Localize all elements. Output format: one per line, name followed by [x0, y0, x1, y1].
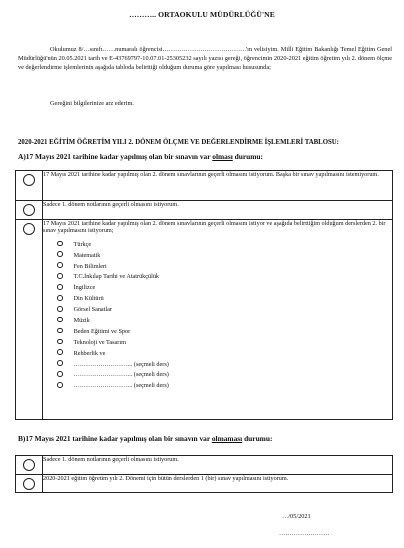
subject-label: Beden Eğitimi ve Spor — [73, 327, 131, 335]
subject-item — [57, 294, 392, 305]
option-text: 17 Mayıs 2021 tarihine kadar yapılmış olan 2. dönem sınavlarının geçerli olmasını istiyor ve aşağıda belirttiğim olduğum derslerden 2. bir sınav yapılmasını istiyorum; — [43, 219, 386, 235]
bullet-circle-icon — [57, 251, 63, 257]
subject-label: T.C.İnkılap Tarihi ve Atatrükçülük — [73, 273, 160, 281]
subject-list — [43, 240, 392, 392]
subject-item — [57, 240, 392, 251]
radio-button[interactable] — [23, 223, 35, 235]
option-radio-cell[interactable] — [16, 474, 43, 493]
subject-item — [57, 381, 392, 392]
request-line: Gereğini bilgilerinize arz ederim. — [50, 100, 134, 107]
date-line: …/05/2021 — [282, 513, 311, 520]
bullet-circle-icon — [57, 241, 63, 247]
bullet-circle-icon — [57, 295, 63, 301]
subject-item — [57, 349, 392, 360]
option-text: 2020-2021 eğitim öğretim yılı 2. Dönemi için bütün derslerden 1 (bir) sınav yapılmasını istiyorum. — [43, 474, 393, 493]
part-a-options-table — [15, 170, 393, 420]
subject-label: Fen Bilimleri — [73, 262, 107, 270]
subject-item — [57, 262, 392, 273]
bullet-circle-icon — [57, 360, 63, 366]
option-text: Sadece 1. dönem notlarının geçerli olmasını istiyorum. — [43, 456, 393, 475]
part-b-heading: B)17 Mayıs 2021 tarihine kadar yapılmış olan bir sınavın var olmaması durumu: — [18, 434, 273, 443]
subject-item — [57, 327, 392, 338]
subject-label: İngilizce — [73, 284, 96, 292]
option-row — [16, 456, 393, 475]
option-text-with-subjects — [43, 219, 393, 419]
subject-label: Din Kültürü — [73, 295, 104, 303]
bullet-circle-icon — [57, 382, 63, 388]
subject-item — [57, 251, 392, 262]
subject-item — [57, 272, 392, 283]
part-b-options-table — [15, 455, 393, 493]
bullet-circle-icon — [57, 371, 63, 377]
document-title: ……….. ORTAOKULU MÜDÜRLÜĞÜ'NE — [129, 10, 275, 19]
signature-line: …………………… — [279, 530, 330, 537]
subject-label: Matematik — [73, 251, 101, 259]
subject-label: ……………………….. (seçmeli ders) — [73, 371, 169, 379]
subject-item — [57, 305, 392, 316]
subject-label: ……………………….. (seçmeli ders) — [73, 382, 169, 390]
subject-label: Müzik — [73, 317, 90, 325]
bullet-circle-icon — [57, 284, 63, 290]
option-radio-cell[interactable] — [16, 219, 43, 419]
bullet-circle-icon — [57, 262, 63, 268]
subject-label: Görsel Sanatlar — [73, 306, 112, 314]
subject-item — [57, 283, 392, 294]
option-row — [16, 219, 393, 419]
subject-item — [57, 338, 392, 349]
bullet-circle-icon — [57, 339, 63, 345]
subject-label: ……………………….. (seçmeli ders) — [73, 360, 169, 368]
subject-label: Rehberlik ve — [73, 349, 106, 357]
option-radio-cell[interactable] — [16, 201, 43, 220]
intro-text: Okulumuz 8/…sınıfı……numaralı öğrencisi………………………………….'ın velisiyim. Milli Eğitim Bakanlığı Temel Eğitim Genel Müdürlüğü'nün 20.05.2021 tarih ve E-43769797-10.07.01-25305232 sayılı yazısı gereği, öğrencimin 2020-2021 eğitim öğretim yılı 2. dönem ölçme ve değerlendirme işlemlerinin aşağıda tabloda belirttiği olduğum duruma göre yapılması hususunda; — [18, 46, 392, 71]
subject-item — [57, 360, 392, 371]
option-radio-cell[interactable] — [16, 456, 43, 475]
subject-label: Türkçe — [73, 240, 92, 248]
option-row — [16, 474, 393, 493]
bullet-circle-icon — [57, 328, 63, 334]
subject-item — [57, 370, 392, 381]
table-title: 2020-2021 EĞİTİM ÖĞRETİM YILI 2. DÖNEM ÖLÇME VE DEĞERLENDİRME İŞLEMLERİ TABLOSU: — [18, 139, 339, 146]
subject-label: Teknoloji ve Tasarım — [73, 338, 126, 346]
bullet-circle-icon — [57, 273, 63, 279]
option-radio-cell[interactable] — [16, 171, 43, 201]
radio-button[interactable] — [23, 459, 35, 471]
bullet-circle-icon — [57, 317, 63, 323]
radio-button[interactable] — [23, 174, 35, 186]
bullet-circle-icon — [57, 306, 63, 312]
intro-paragraph — [18, 46, 392, 73]
option-text: Sadece 1. dönem notlarının geçerli olmasını istiyorum. — [43, 201, 393, 220]
bullet-circle-icon — [57, 349, 63, 355]
radio-button[interactable] — [23, 204, 35, 216]
part-a-heading: A)17 Mayıs 2021 tarihine kadar yapılmış olan bir sınavın var olması durumu: — [18, 152, 263, 161]
option-text: 17 Mayıs 2021 tarihine kadar yapılmış olan 2. dönem sınavlarının geçerli olmasını istiyorum. Başka bir sınav yapılmasını istemiyorum. — [43, 171, 393, 201]
radio-button[interactable] — [23, 478, 35, 490]
option-row — [16, 201, 393, 220]
option-row — [16, 171, 393, 201]
subject-item — [57, 316, 392, 327]
